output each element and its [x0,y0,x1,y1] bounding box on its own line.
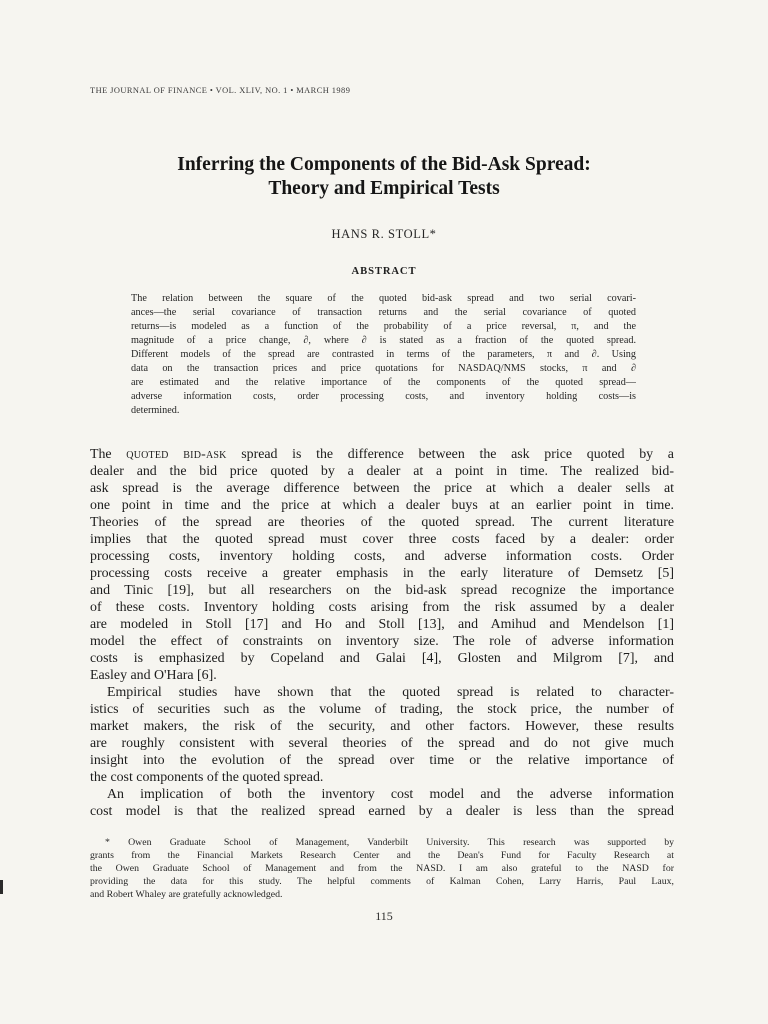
first-line-rest: spread is the difference between the ask price quoted by a [226,447,674,462]
body-line: Empirical studies have shown that the quoted spread is related to character- [107,685,674,700]
abstract-line: ances—the serial covariance of transaction returns and the serial covariance of quoted [131,307,636,318]
lead-word-the: The [90,447,112,462]
body-line: istics of securities such as the volume of trading, the stock price, the number of [90,702,674,717]
abstract-line: returns—is modeled as a function of the probability of a price reversal, π, and the [131,321,636,332]
body-line: market makers, the risk of the security, and other factors. However, these results [90,719,674,734]
body-line: processing costs receive a greater emphasis in the early literature of Demsetz [5] [90,566,674,581]
body-line: implies that the quoted spread must cover three costs faced by a dealer: order [90,532,674,547]
running-head: THE JOURNAL OF FINANCE • VOL. XLIV, NO. 1 • MARCH 1989 [90,86,351,95]
footnote-line: grants from the Financial Markets Research Center and the Dean's Fund for Faculty Research at [90,850,674,861]
body-line: of these costs. Inventory holding costs arising from the risk assumed by a dealer [90,600,674,615]
lead-word-quoted: quoted [126,447,169,462]
author-name: HANS R. STOLL* [331,227,437,241]
body-line: Easley and O'Hara [6]. [90,668,217,683]
footnote-line: the Owen Graduate School of Management and from the NASD. I am also grateful to the NASD for [90,863,674,874]
body-line: insight into the evolution of the spread over time or the relative importance of [90,753,674,768]
body-line: and Tinic [19], but all researchers on the bid-ask spread recognize the importance [90,583,674,598]
body-line: cost model is that the realized spread earned by a dealer is less than the spread [90,804,674,819]
page-number: 115 [375,909,393,923]
body-line: processing costs, inventory holding costs, and adverse information costs. Order [90,549,674,564]
body-line: ask spread is the average difference between the price at which a dealer sells at [90,481,674,496]
footnote-line: * Owen Graduate School of Management, Vanderbilt University. This research was supported by [105,837,674,848]
body-line: An implication of both the inventory cost model and the adverse information [107,787,674,802]
abstract-line: are estimated and the relative importance of the components of the quoted spread— [131,377,636,388]
abstract-heading: ABSTRACT [351,266,417,277]
abstract-line: data on the transaction prices and price quotations for NASDAQ/NMS stocks, π and ∂ [131,363,636,374]
lead-word-bid-ask: bid-ask [183,447,227,462]
body-line: costs is emphasized by Copeland and Galai [4], Glosten and Milgrom [7], and [90,651,674,666]
abstract-line: adverse information costs, order processing costs, and inventory holding costs—is [131,391,636,402]
body-line: are modeled in Stoll [17] and Ho and Stoll [13], and Amihud and Mendelson [1] [90,617,674,632]
article-title-line-1: Inferring the Components of the Bid-Ask Spread: [177,154,591,175]
body-line-first [90,446,674,463]
body-line: Theories of the spread are theories of the quoted spread. The current literature [90,515,674,530]
body-line: dealer and the bid price quoted by a dealer at a point in time. The realized bid- [90,464,674,479]
abstract-line: The relation between the square of the quoted bid-ask spread and two serial covari- [131,293,636,304]
body-line: the cost components of the quoted spread. [90,770,324,785]
abstract-line: determined. [131,405,180,416]
footnote-line: and Robert Whaley are gratefully acknowledged. [90,889,283,900]
scan-edge-mark [0,880,3,894]
abstract-line: magnitude of a price change, ∂, where ∂ is stated as a fraction of the quoted spread. [131,335,636,346]
footnote-line: providing the data for this study. The helpful comments of Kalman Cohen, Larry Harris, Paul Laux, [90,876,674,887]
abstract-line: Different models of the spread are contrasted in terms of the parameters, π and ∂. Using [131,349,636,360]
body-line: are roughly consistent with several theories of the spread and do not give much [90,736,674,751]
body-line: one point in time and the price at which a dealer buys at an earlier point in time. [90,498,674,513]
body-line: model the effect of constraints on inventory size. The role of adverse information [90,634,674,649]
article-title-line-2: Theory and Empirical Tests [268,178,500,199]
